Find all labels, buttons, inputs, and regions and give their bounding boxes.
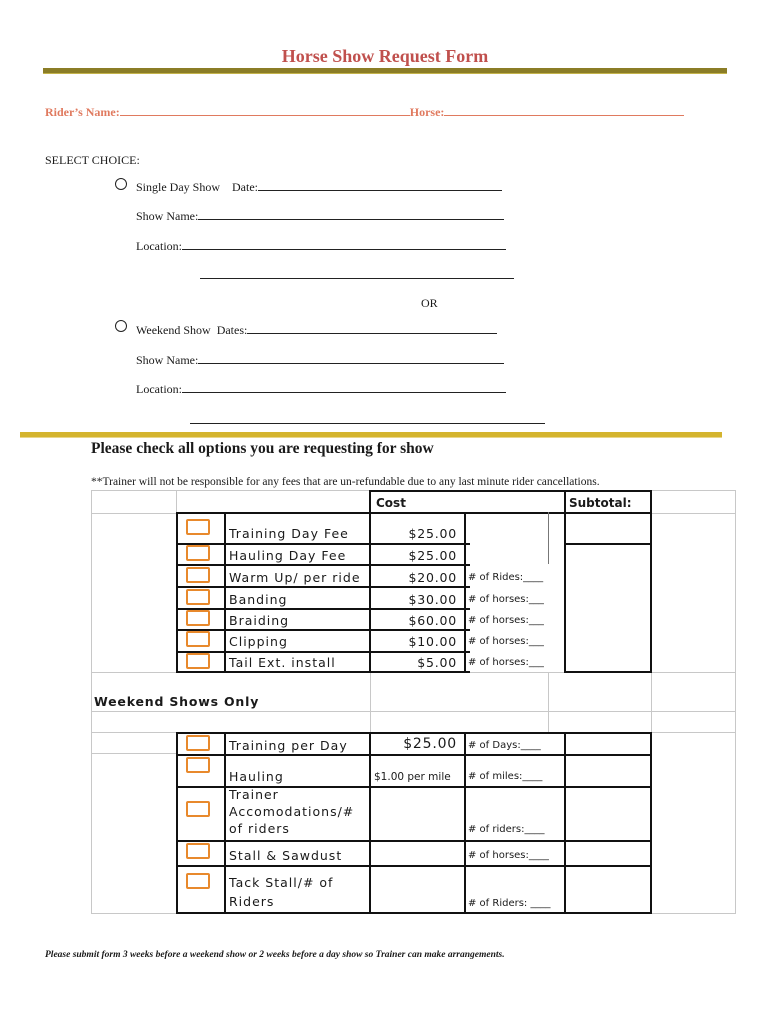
table-border (176, 608, 470, 610)
option-price: $10.00 (408, 634, 457, 649)
single-day-label: Single Day Show (136, 180, 220, 194)
weekend-show-name-label: Show Name: (136, 353, 199, 367)
option-name-line: Riders (229, 894, 275, 909)
table-border (176, 732, 178, 914)
table-border (369, 732, 371, 914)
horse-field[interactable] (444, 104, 684, 116)
trainer-note: **Trainer will not be responsible for any fees that are un-refundable due to any last minute rider cancellations. (91, 476, 600, 488)
select-choice-label: SELECT CHOICE: (45, 153, 140, 167)
weekend-radio[interactable] (115, 320, 127, 332)
weekend-row (136, 322, 497, 338)
rider-name-field[interactable] (120, 104, 410, 116)
table-border (369, 490, 652, 492)
option-price: $1.00 per mile (374, 771, 451, 783)
single-day-location-field[interactable] (182, 238, 506, 250)
grid-line (548, 672, 549, 733)
option-name-line: Accomodations/# (229, 804, 355, 819)
section-divider-accent (20, 437, 722, 438)
single-day-location-line2[interactable] (200, 267, 514, 279)
option-quantity-field[interactable]: # of Days:____ (468, 740, 541, 751)
option-checkbox[interactable] (186, 735, 210, 751)
weekend-location-row (136, 381, 506, 397)
option-price: $25.00 (403, 736, 457, 752)
option-name-line: Trainer (229, 787, 279, 802)
option-checkbox[interactable] (186, 567, 210, 583)
title-divider-accent (43, 73, 727, 74)
option-name: Banding (229, 592, 288, 607)
single-day-radio[interactable] (115, 178, 127, 190)
table-border (564, 732, 566, 914)
option-name: Hauling (229, 769, 284, 784)
table-border (176, 586, 470, 588)
single-day-row (136, 179, 502, 195)
weekend-label: Weekend Show (136, 323, 211, 337)
option-quantity-field[interactable]: # of horses:___ (468, 594, 544, 605)
option-checkbox[interactable] (186, 653, 210, 669)
table-border (224, 732, 226, 914)
horse-label: Horse: (409, 105, 445, 119)
table-border (176, 732, 652, 734)
table-border (369, 512, 652, 514)
weekend-show-name-field[interactable] (198, 352, 504, 364)
table-border (464, 512, 466, 673)
table-border (176, 512, 371, 514)
option-quantity-field[interactable]: # of horses:____ (468, 850, 549, 861)
option-checkbox[interactable] (186, 545, 210, 561)
option-checkbox[interactable] (186, 631, 210, 647)
weekend-location-line2[interactable] (190, 412, 545, 424)
table-border (176, 912, 652, 914)
grid-line (735, 490, 736, 914)
option-price: $25.00 (408, 526, 457, 541)
table-border (176, 543, 470, 545)
option-name: Tail Ext. install (229, 655, 336, 670)
grid-line (370, 672, 371, 733)
option-quantity-field[interactable]: # of miles:____ (468, 771, 543, 782)
option-quantity-field[interactable]: # of Riders: ____ (468, 898, 551, 909)
option-quantity-field[interactable]: # of horses:___ (468, 636, 544, 647)
table-border (564, 490, 566, 514)
single-day-location-label: Location: (136, 239, 182, 253)
option-checkbox[interactable] (186, 757, 210, 773)
single-day-show-name-label: Show Name: (136, 209, 199, 223)
table-border (176, 840, 652, 842)
single-day-date-label: Date: (232, 180, 258, 194)
weekend-shows-heading: Weekend Shows Only (94, 694, 260, 709)
option-quantity-field[interactable]: # of horses:___ (468, 657, 544, 668)
option-checkbox[interactable] (186, 519, 210, 535)
grid-line (176, 490, 177, 514)
table-border (224, 512, 226, 673)
section-heading: Please check all options you are requesting for show (91, 440, 434, 457)
single-day-show-name-row (136, 208, 504, 224)
table-border (564, 543, 652, 545)
rider-name-label: Rider’s Name: (45, 105, 120, 119)
option-quantity-field[interactable]: # of riders:____ (468, 824, 545, 835)
option-checkbox[interactable] (186, 843, 210, 859)
option-checkbox[interactable] (186, 801, 210, 817)
weekend-location-field[interactable] (182, 381, 506, 393)
option-name-line: of riders (229, 821, 290, 836)
single-day-show-name-field[interactable] (198, 208, 504, 220)
cost-header: Cost (376, 496, 406, 510)
grid-line (91, 490, 92, 914)
table-border (464, 732, 466, 914)
option-price: $30.00 (408, 592, 457, 607)
weekend-show-name-row (136, 352, 504, 368)
footer-note: Please submit form 3 weeks before a weekend show or 2 weeks before a day show so Trainer can make arrangements. (45, 950, 505, 960)
table-border (176, 865, 652, 867)
rider-horse-line (45, 104, 684, 120)
option-quantity-field[interactable]: # of Rides:____ (468, 572, 544, 583)
grid-line (91, 711, 736, 712)
table-border (369, 512, 371, 673)
option-name: Training Day Fee (229, 526, 349, 541)
table-border (176, 651, 470, 653)
table-border (176, 629, 470, 631)
option-name: Training per Day (229, 738, 348, 753)
option-checkbox[interactable] (186, 873, 210, 889)
option-name: Hauling Day Fee (229, 548, 347, 563)
option-name: Braiding (229, 613, 290, 628)
option-name: Stall & Sawdust (229, 848, 343, 863)
weekend-dates-field[interactable] (247, 322, 497, 334)
weekend-dates-label: Dates: (216, 323, 248, 337)
option-price: $20.00 (408, 570, 457, 585)
table-border (369, 490, 371, 514)
option-price: $25.00 (408, 548, 457, 563)
single-day-location-row (136, 238, 506, 254)
option-price: $5.00 (417, 655, 457, 670)
option-name-line: Tack Stall/# of (229, 875, 334, 890)
or-separator: OR (421, 296, 438, 310)
table-border (176, 512, 178, 673)
option-name: Clipping (229, 634, 288, 649)
option-checkbox[interactable] (186, 610, 210, 626)
table-border (564, 671, 652, 673)
table-border (564, 512, 566, 673)
table-border (650, 490, 652, 673)
weekend-location-label: Location: (136, 382, 182, 396)
form-title: Horse Show Request Form (281, 46, 489, 66)
table-border (176, 564, 470, 566)
table-border (650, 732, 652, 914)
subtotal-header: Subtotal: (569, 496, 632, 510)
option-price: $60.00 (408, 613, 457, 628)
single-day-date-field[interactable] (258, 179, 502, 191)
option-name: Warm Up/ per ride (229, 570, 361, 585)
table-border (176, 754, 652, 756)
option-quantity-field[interactable]: # of horses:___ (468, 615, 544, 626)
table-border (548, 512, 549, 564)
option-checkbox[interactable] (186, 589, 210, 605)
grid-line (91, 753, 176, 754)
table-border (176, 671, 470, 673)
